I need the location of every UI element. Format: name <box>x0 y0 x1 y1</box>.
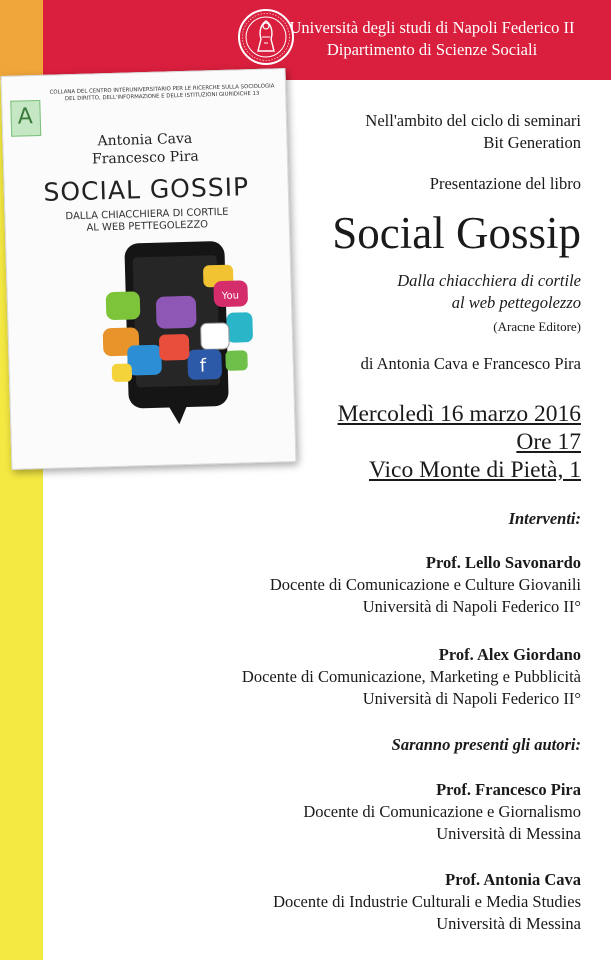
speaker-affiliation: Università di Messina <box>436 914 581 933</box>
speaker-role: Docente di Comunicazione e Giornalismo <box>303 802 581 821</box>
svg-text:f: f <box>199 355 207 377</box>
event-details <box>338 400 581 484</box>
publisher: (Aracne Editore) <box>493 319 581 334</box>
department-name: Dipartimento di Scienze Sociali <box>326 40 538 59</box>
speaker-block <box>273 869 581 935</box>
book-authors <box>3 127 287 171</box>
event-title: Social Gossip <box>332 208 581 258</box>
speaker-affiliation: Università di Napoli Federico II° <box>362 597 581 616</box>
book-title: SOCIAL GOSSIP <box>43 172 250 207</box>
seminar-cycle-line: Nell'ambito del ciclo di seminari <box>365 111 581 130</box>
university-name: Università degli studi di Napoli Federico II <box>289 18 575 37</box>
book-author: Antonia Cava <box>97 130 193 150</box>
event-time: Ore 17 <box>516 429 581 455</box>
event-authors: di Antonia Cava e Francesco Pira <box>360 354 581 373</box>
seminar-name: Bit Generation <box>483 133 581 152</box>
interventi-heading: Interventi: <box>508 509 581 528</box>
speaker-name: Prof. Antonia Cava <box>445 870 581 889</box>
speaker-affiliation: Università di Napoli Federico II° <box>362 689 581 708</box>
book-author: Francesco Pira <box>91 148 199 168</box>
presentation-label: Presentazione del libro <box>429 174 581 193</box>
book-subtitle <box>5 205 289 237</box>
header-banner <box>43 0 611 80</box>
event-place: Vico Monte di Pietà, 1 <box>368 457 581 483</box>
book-subtitle-line: DALLA CHIACCHIERA DI CORTILE <box>65 206 229 223</box>
publisher-logo: A <box>10 100 41 137</box>
speaker-block <box>303 779 581 845</box>
speaker-role: Docente di Comunicazione e Culture Giovanili <box>269 575 581 594</box>
speaker-role: Docente di Comunicazione, Marketing e Pubblicità <box>241 667 581 686</box>
book-series-text: COLLANA DEL CENTRO INTERUNIVERSITARIO PER LE RICERCHE SULLA SOCIOLOGIA DEL DIRITTO, DELL'INFORMAZIONE E DELLE ISTITUZIONI GIURIDICHE 13 <box>49 83 275 102</box>
intro-block <box>365 110 581 154</box>
event-subtitle <box>397 270 581 314</box>
book-cover-image <box>1 68 297 470</box>
speaker-affiliation: Università di Messina <box>436 824 581 843</box>
autori-heading: Saranno presenti gli autori: <box>391 735 581 754</box>
speaker-name: Prof. Francesco Pira <box>436 780 581 799</box>
orange-corner-block <box>0 0 43 80</box>
speaker-role: Docente di Industrie Culturali e Media Studies <box>273 892 581 911</box>
speaker-block <box>270 552 581 618</box>
event-date: Mercoledì 16 marzo 2016 <box>337 401 581 427</box>
event-subtitle-line: Dalla chiacchiera di cortile <box>397 271 581 290</box>
smartphone-social-icons-illustration <box>94 236 269 431</box>
speaker-block <box>242 644 581 710</box>
speaker-name: Prof. Lello Savonardo <box>425 553 581 572</box>
speaker-name: Prof. Alex Giordano <box>438 645 581 664</box>
svg-text:You: You <box>221 290 240 302</box>
book-subtitle-line: AL WEB PETTEGOLEZZO <box>86 219 209 234</box>
event-subtitle-line: al web pettegolezzo <box>451 293 581 312</box>
